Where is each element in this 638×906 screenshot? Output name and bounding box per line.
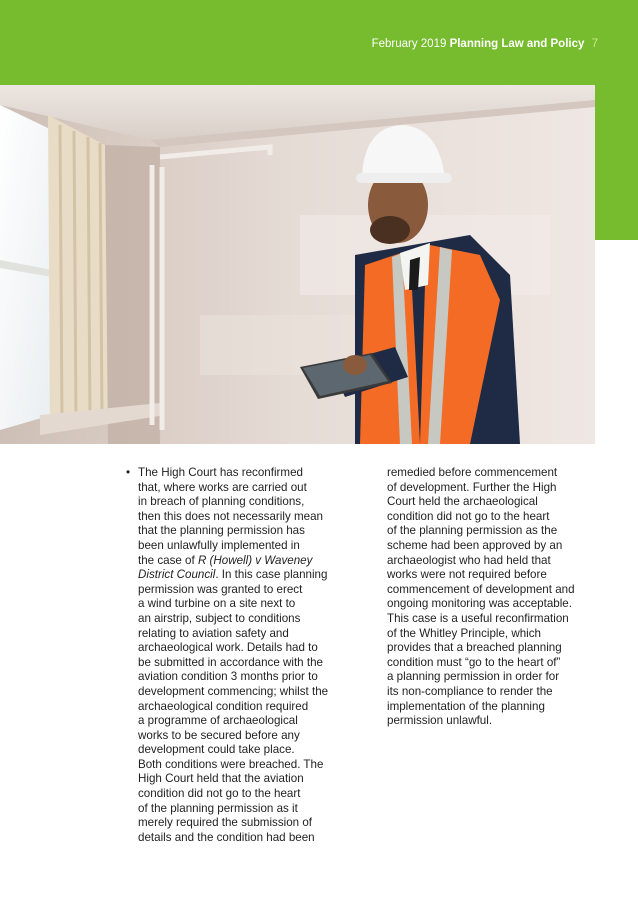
text-line: in breach of planning conditions, (138, 495, 305, 509)
text-line: Court held the archaeological (387, 495, 538, 509)
text-fragment: . In this case planning (215, 568, 328, 582)
bullet-marker: • (126, 466, 131, 479)
text-line: commencement of development and (387, 582, 575, 596)
header-title: Planning Law and Policy (449, 38, 585, 50)
text-line: its non-compliance to render the (387, 684, 553, 698)
text-line: High Court held that the aviation (138, 772, 304, 786)
paragraph-left (138, 466, 348, 845)
text-line: that the planning permission has (138, 524, 305, 538)
bullet-paragraph (126, 466, 348, 845)
text-line: development commencing; whilst the (138, 684, 329, 698)
text-line: archaeologist who had held that (387, 553, 551, 567)
text-line-case-ref (138, 554, 348, 569)
text-line: works were not required before (387, 568, 547, 582)
text-line: The High Court has reconfirmed (138, 466, 303, 479)
body-column-left (126, 466, 348, 845)
text-line: permission unlawful. (387, 714, 493, 728)
text-line: permission was granted to erect (138, 582, 303, 596)
text-line: development could take place. (138, 743, 295, 757)
text-line: of the Whitley Principle, which (387, 626, 542, 640)
text-line: scheme had been approved by an (387, 538, 563, 552)
text-line: works to be secured before any (138, 728, 300, 742)
text-line: that, where works are carried out (138, 480, 307, 494)
text-line-case-ref (138, 568, 348, 583)
photo-illustration (0, 85, 595, 444)
page-number: 7 (591, 38, 598, 50)
text-line: archaeological condition required (138, 699, 309, 713)
photo-site-inspector (0, 85, 595, 444)
text-line: been unlawfully implemented in (138, 538, 300, 552)
text-line: a programme of archaeological (138, 714, 298, 728)
text-line: This case is a useful reconfirmation (387, 611, 569, 625)
text-line: details and the condition had been (138, 830, 315, 844)
case-name: R (Howell) v Waveney (197, 553, 313, 567)
text-line: provides that a breached planning (387, 641, 562, 655)
body-column-right (387, 466, 609, 729)
running-header (372, 38, 598, 50)
text-line: ongoing monitoring was acceptable. (387, 597, 572, 611)
text-line: of the planning permission as the (387, 524, 558, 538)
text-line: of the planning permission as it (138, 801, 298, 815)
text-line: relating to aviation safety and (138, 626, 289, 640)
text-line: implementation of the planning (387, 699, 545, 713)
side-accent-band (595, 85, 638, 240)
text-line: condition did not go to the heart (387, 509, 550, 523)
text-line: merely required the submission of (138, 816, 312, 830)
paragraph-right (387, 466, 609, 729)
header-date: February 2019 (371, 38, 447, 50)
text-line: remedied before commencement (387, 466, 558, 479)
text-line: Both conditions were breached. The (138, 757, 324, 771)
text-line: aviation condition 3 months prior to (138, 670, 318, 684)
text-line: an airstrip, subject to conditions (138, 611, 301, 625)
text-line: of development. Further the High (387, 480, 557, 494)
text-fragment: the case of (138, 553, 198, 567)
case-name-cont: District Council (138, 568, 216, 582)
text-line: archaeological work. Details had to (138, 641, 318, 655)
text-line: be submitted in accordance with the (138, 655, 323, 669)
text-line: a planning permission in order for (387, 670, 560, 684)
text-line: condition did not go to the heart (138, 787, 301, 801)
text-line: a wind turbine on a site next to (138, 597, 296, 611)
text-line: condition must “go to the heart of” (387, 655, 561, 669)
text-line: then this does not necessarily mean (138, 509, 323, 523)
